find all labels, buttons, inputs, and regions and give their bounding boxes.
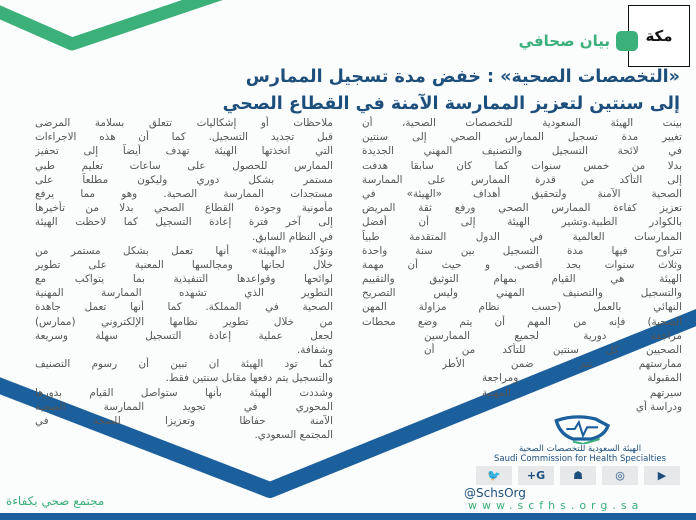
text-line: تغيير مدة تسجيل الممارس الصحي إلى سنتين [362, 131, 682, 144]
website-link[interactable]: www.scfhs.org.sa [468, 499, 644, 512]
social-links [476, 466, 680, 485]
text-line: الآمنة حفاظا وتعزيزا للصحة في [35, 414, 333, 427]
text-line: بينت الهيئة السعودية للتخصصات الصحية، أن [362, 117, 682, 129]
headline [80, 64, 680, 118]
text-line: الممارس للحصول على ساعات تعليم طبي [35, 159, 333, 172]
text-line: في لائحة التسجيل والتصنيف المهني الجديدة [362, 145, 682, 158]
text-line: ودراسة أي [635, 400, 682, 413]
organization-name: الهيئة السعودية للتخصصات الصحية Saudi Commission for Health Specialties [494, 444, 666, 464]
youtube-icon[interactable]: ▶ [644, 466, 680, 485]
bottom-bar [0, 513, 696, 520]
text-line: سيرتهم المهنية [482, 386, 682, 399]
text-line: الممارسات العالمية في الدول المتقدمة طبياً [362, 230, 682, 243]
scfhs-logo-icon [545, 414, 621, 444]
snapchat-icon[interactable]: ☗ [560, 466, 596, 485]
text-line: قبل تجديد التسجيل. كما أن هذه الاجراءات [35, 131, 333, 144]
text-line: مستمر بشكل دوري وليكون مطلعاً على [35, 173, 333, 186]
text-line: وتؤكد «الهيئة» أنها تعمل بشكل مستمر من [35, 244, 333, 257]
badge-label: بيان صحافي [518, 32, 610, 50]
text-line: بالكوادر الطبية.وتشير الهيئة إلى أن أفضل [362, 216, 682, 229]
instagram-icon[interactable]: ◎ [602, 466, 638, 485]
green-chevron [0, 0, 232, 44]
text-line: التطوير الذي تشهده الممارسة المهنية [35, 287, 333, 300]
text-line: المحوري في تجويد الممارسة الصحية [35, 400, 333, 413]
text-line: ممارستهم تتم ضمن الأطر [442, 358, 682, 371]
left-text-column [35, 116, 333, 442]
slogan: مجتمع صحي بكفاءة [6, 494, 105, 508]
text-line: تتراوح فيها مدة التسجيل بين سنة واحدة [362, 244, 682, 257]
text-line: مأمونية وجودة القطاع الصحي بدلا من تأخيرها [35, 202, 333, 215]
social-handle[interactable]: @SchsOrg [464, 486, 526, 500]
text-line: وشددت الهيئة بأنها ستواصل القيام بدورها [35, 386, 333, 399]
text-line: الصحية الآمنة ولتحقيق أهداف «الهيئة» في [362, 187, 682, 200]
headline-line: إلى سنتين لتعزيز الممارسة الآمنة في القطاع الصحي [222, 94, 680, 114]
text-line: كما تود الهيئة ان تبين أن رسوم التصنيف [35, 358, 333, 371]
twitter-icon[interactable]: 🐦 [476, 466, 512, 485]
text-line: لوائحها وقواعدها التنفيذية بما يتواكب مع [35, 273, 333, 286]
text-line: لجعل عملية إعادة التسجيل سهلة وسريعة [35, 329, 333, 342]
text-line: مستجدات الممارسة الصحية. وهو مما يرفع [35, 187, 333, 200]
google-plus-icon[interactable]: G+ [518, 466, 554, 485]
text-line: ملاحظات أو إشكاليات تتعلق بسلامة المرضى [35, 117, 333, 129]
text-line: الصحية في المملكة. كما أنها تعمل جاهدة [35, 301, 333, 314]
text-line: المقبولة ومراجعة [482, 372, 682, 385]
text-line: وشفافة. [297, 344, 333, 356]
corner-logo: مكة [628, 5, 690, 67]
text-line: إلى آخر فترة إعادة التسجيل كما لاحظت الهيئة [35, 216, 333, 229]
text-line: الصحية) فإنه من المهم أن يتم وضع محطات [362, 315, 682, 328]
text-line: الصحيين كل سنتين للتأكد من أن [424, 344, 682, 356]
text-line: تعزيز كفاءة الممارس الصحي ورفع ثقة المريض [362, 202, 682, 215]
right-text-column [362, 116, 682, 414]
press-release-badge [519, 31, 638, 51]
text-line: النهائي بالعمل (حسب نظام مزاولة المهن [362, 301, 682, 314]
text-line: التي اتخذتها الهيئة تهدف أيضاً إلى تحفيز [35, 145, 333, 158]
text-line: والتسجيل يتم دفعها مقابل سنتين فقط. [165, 372, 333, 385]
text-line: والتسجيل والتصنيف المهني وليس التصريح [362, 287, 682, 300]
text-line: وثلاث سنوات بحد أقصى. و حيث أن مهمة [362, 258, 682, 271]
text-line: في النظام السابق. [252, 230, 333, 243]
badge-icon [616, 31, 638, 51]
headline-line: «التخصصات الصحية» : خفض مدة تسجيل الممارس [245, 67, 680, 87]
text-line: الهيئة هي القيام بمهام التوثيق والتقييم [362, 273, 682, 286]
text-line: المجتمع السعودي. [254, 429, 333, 442]
text-line: من خلال تطوير نظامها الإلكتروني (ممارس) [35, 315, 333, 328]
text-line: خلال لجانها ومجالسها المعنية على تطوير [35, 258, 333, 271]
text-line: مراجعة دورية لجميع الممارسين [424, 329, 682, 342]
text-line: بدلا من خمس سنوات كما كان سابقا هدفت [362, 159, 682, 172]
text-line: إلى التأكد من قدرة الممارس على الممارسة [362, 173, 682, 186]
